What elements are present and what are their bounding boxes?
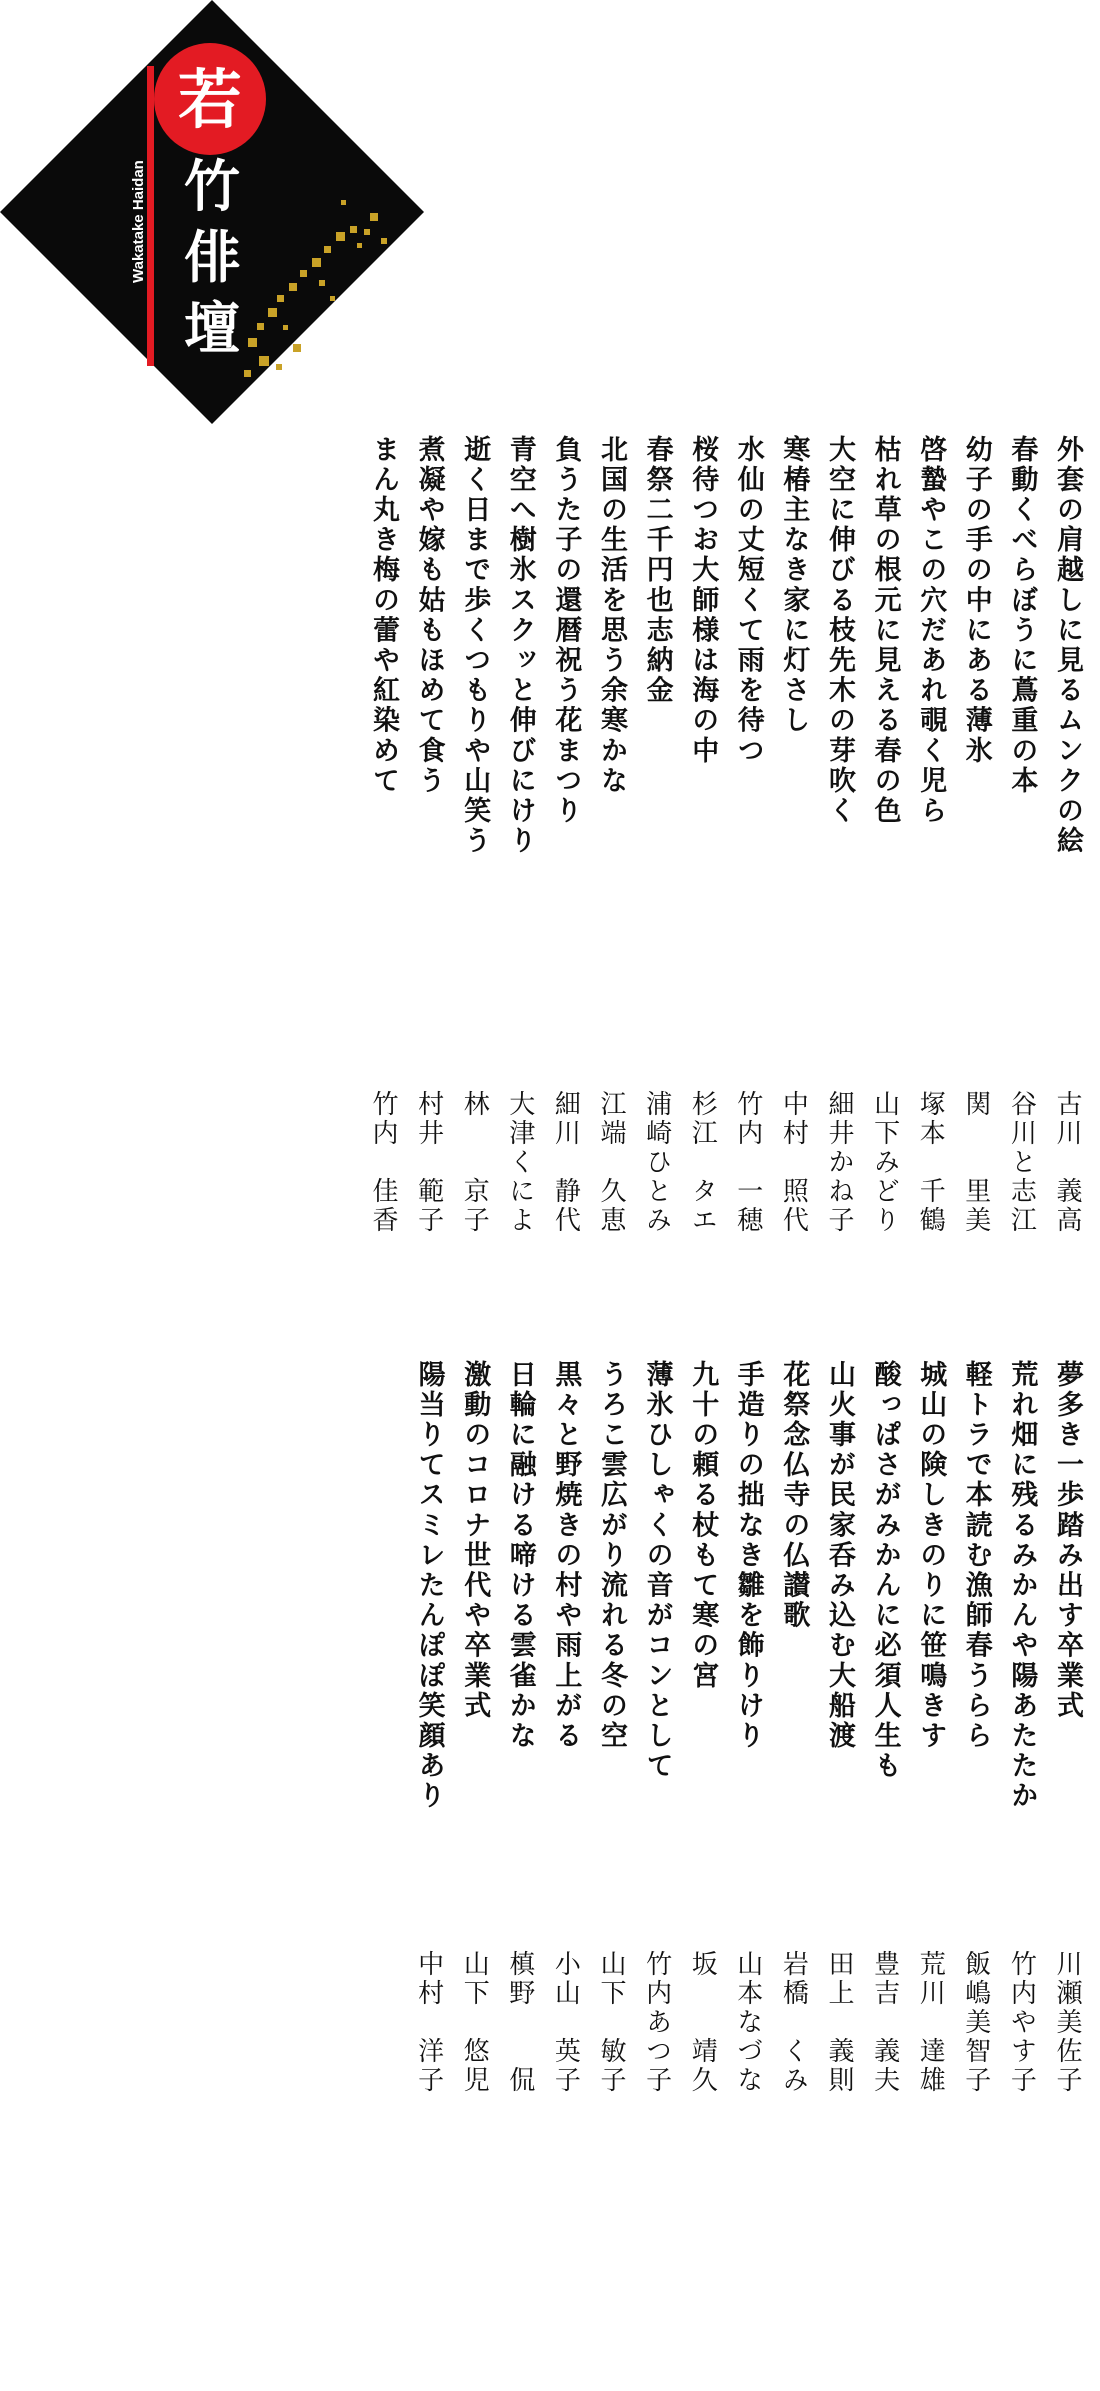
haiku-line: 啓蟄やこの穴だあれ覗く児ら — [915, 435, 947, 827]
haiku-line: 幼子の手の中にある薄氷 — [960, 435, 992, 767]
author-name: 山下みどり — [869, 1090, 900, 1235]
author-name: 荒川 達雄 — [915, 1950, 946, 2095]
haiku-line: 山火事が民家呑み込む大船渡 — [824, 1360, 855, 1752]
haiku-line: 夢多き一歩踏み出す卒業式 — [1052, 1360, 1083, 1722]
logo-side-text: Wakatake Haidan — [130, 160, 147, 283]
haiku-line: 北国の生活を思う余寒かな — [596, 435, 627, 797]
haiku-line: 手造りの拙なき雛を飾りけり — [732, 1360, 764, 1752]
author-name: 竹内やす子 — [1006, 1950, 1037, 2095]
author-name: 中村 洋子 — [413, 1950, 444, 2095]
author-name: 大津くによ — [504, 1090, 535, 1235]
author-name: 槙野 侃 — [504, 1950, 535, 2095]
author-name: 谷川と志江 — [1006, 1090, 1037, 1235]
author-name: 古川 義高 — [1052, 1090, 1082, 1235]
haiku-line: 水仙の丈短くて雨を待つ — [732, 435, 764, 767]
author-name: 細川 静代 — [550, 1090, 581, 1235]
haiku-line: 春祭二千円也志納金 — [641, 435, 673, 706]
haiku-line: うろこ雲広がり流れる冬の空 — [596, 1360, 627, 1752]
haiku-line: 黒々と野焼きの村や雨上がる — [550, 1360, 582, 1752]
author-name: 豊吉 義夫 — [869, 1950, 900, 2095]
haiku-line: 煮凝や嫁も姑もほめて食う — [413, 435, 445, 797]
haiku-line: 酸っぱさがみかんに必須人生も — [869, 1360, 901, 1782]
haiku-line: 負うた子の還暦祝う花まつり — [550, 435, 582, 827]
author-name: 林 京子 — [459, 1090, 490, 1235]
haiku-line: まん丸き梅の蕾や紅染めて — [368, 435, 399, 797]
author-name: 塚本 千鶴 — [915, 1090, 946, 1235]
haiku-line: 外套の肩越しに見るムンクの絵 — [1052, 435, 1083, 857]
wakatake-haidan-logo — [0, 0, 430, 430]
haiku-line: 逝く日まで歩くつもりや山笑う — [459, 435, 491, 857]
author-name: 杉江 タエ — [687, 1090, 718, 1235]
haiku-line: 城山の険しきのりに笹鳴きす — [915, 1360, 947, 1752]
logo-red-char: 若 — [178, 63, 242, 138]
author-name: 竹内あつ子 — [641, 1950, 672, 2095]
author-name: 竹内 佳香 — [368, 1090, 398, 1235]
author-name: 岩橋 くみ — [778, 1950, 809, 2095]
author-name: 坂 靖久 — [687, 1950, 718, 2095]
logo-char-1: 竹 — [184, 154, 240, 220]
haiku-line: 九十の頼る杖もて寒の宮 — [687, 1360, 719, 1692]
author-name: 小山 英子 — [550, 1950, 581, 2095]
haiku-line: 春動くべらぼうに蔦重の本 — [1006, 435, 1038, 797]
author-name: 飯嶋美智子 — [960, 1950, 991, 2095]
haiku-line: 枯れ草の根元に見える春の色 — [869, 435, 901, 827]
haiku-line: 荒れ畑に残るみかんや陽あたたか — [1006, 1360, 1038, 1812]
haiku-line: 軽トラで本読む漁師春うらら — [960, 1360, 992, 1752]
haiku-line: 大空に伸びる枝先木の芽吹く — [824, 435, 855, 827]
haiku-line: 日輪に融ける啼ける雲雀かな — [504, 1360, 536, 1752]
author-name: 竹内 一穂 — [732, 1090, 763, 1235]
author-name: 浦崎ひとみ — [641, 1090, 672, 1235]
haiku-line: 薄氷ひしゃくの音がコンとして — [641, 1360, 673, 1782]
haiku-line: 激動のコロナ世代や卒業式 — [459, 1360, 491, 1722]
logo-char-3: 壇 — [184, 296, 240, 362]
author-name: 川瀬美佐子 — [1052, 1950, 1082, 2095]
logo-red-bar — [147, 66, 154, 366]
author-name: 田上 義則 — [824, 1950, 854, 2095]
author-name: 細井かね子 — [824, 1090, 854, 1235]
haiku-line: 花祭念仏寺の仏讃歌 — [778, 1360, 810, 1631]
haiku-line: 陽当りてスミレたんぽぽ笑顔あり — [413, 1360, 445, 1812]
haiku-line: 桜待つお大師様は海の中 — [687, 435, 719, 767]
author-name: 関 里美 — [960, 1090, 991, 1235]
haiku-line: 寒椿主なき家に灯さし — [778, 435, 810, 736]
logo-char-2: 俳 — [184, 225, 240, 291]
author-name: 山下 悠児 — [459, 1950, 490, 2095]
author-name: 山下 敏子 — [596, 1950, 626, 2095]
author-name: 山本なづな — [732, 1950, 763, 2095]
author-name: 中村 照代 — [778, 1090, 809, 1235]
author-name: 村井 範子 — [413, 1090, 444, 1235]
author-name: 江端 久恵 — [596, 1090, 626, 1235]
haiku-line: 青空へ樹氷スクッと伸びにけり — [504, 435, 536, 857]
